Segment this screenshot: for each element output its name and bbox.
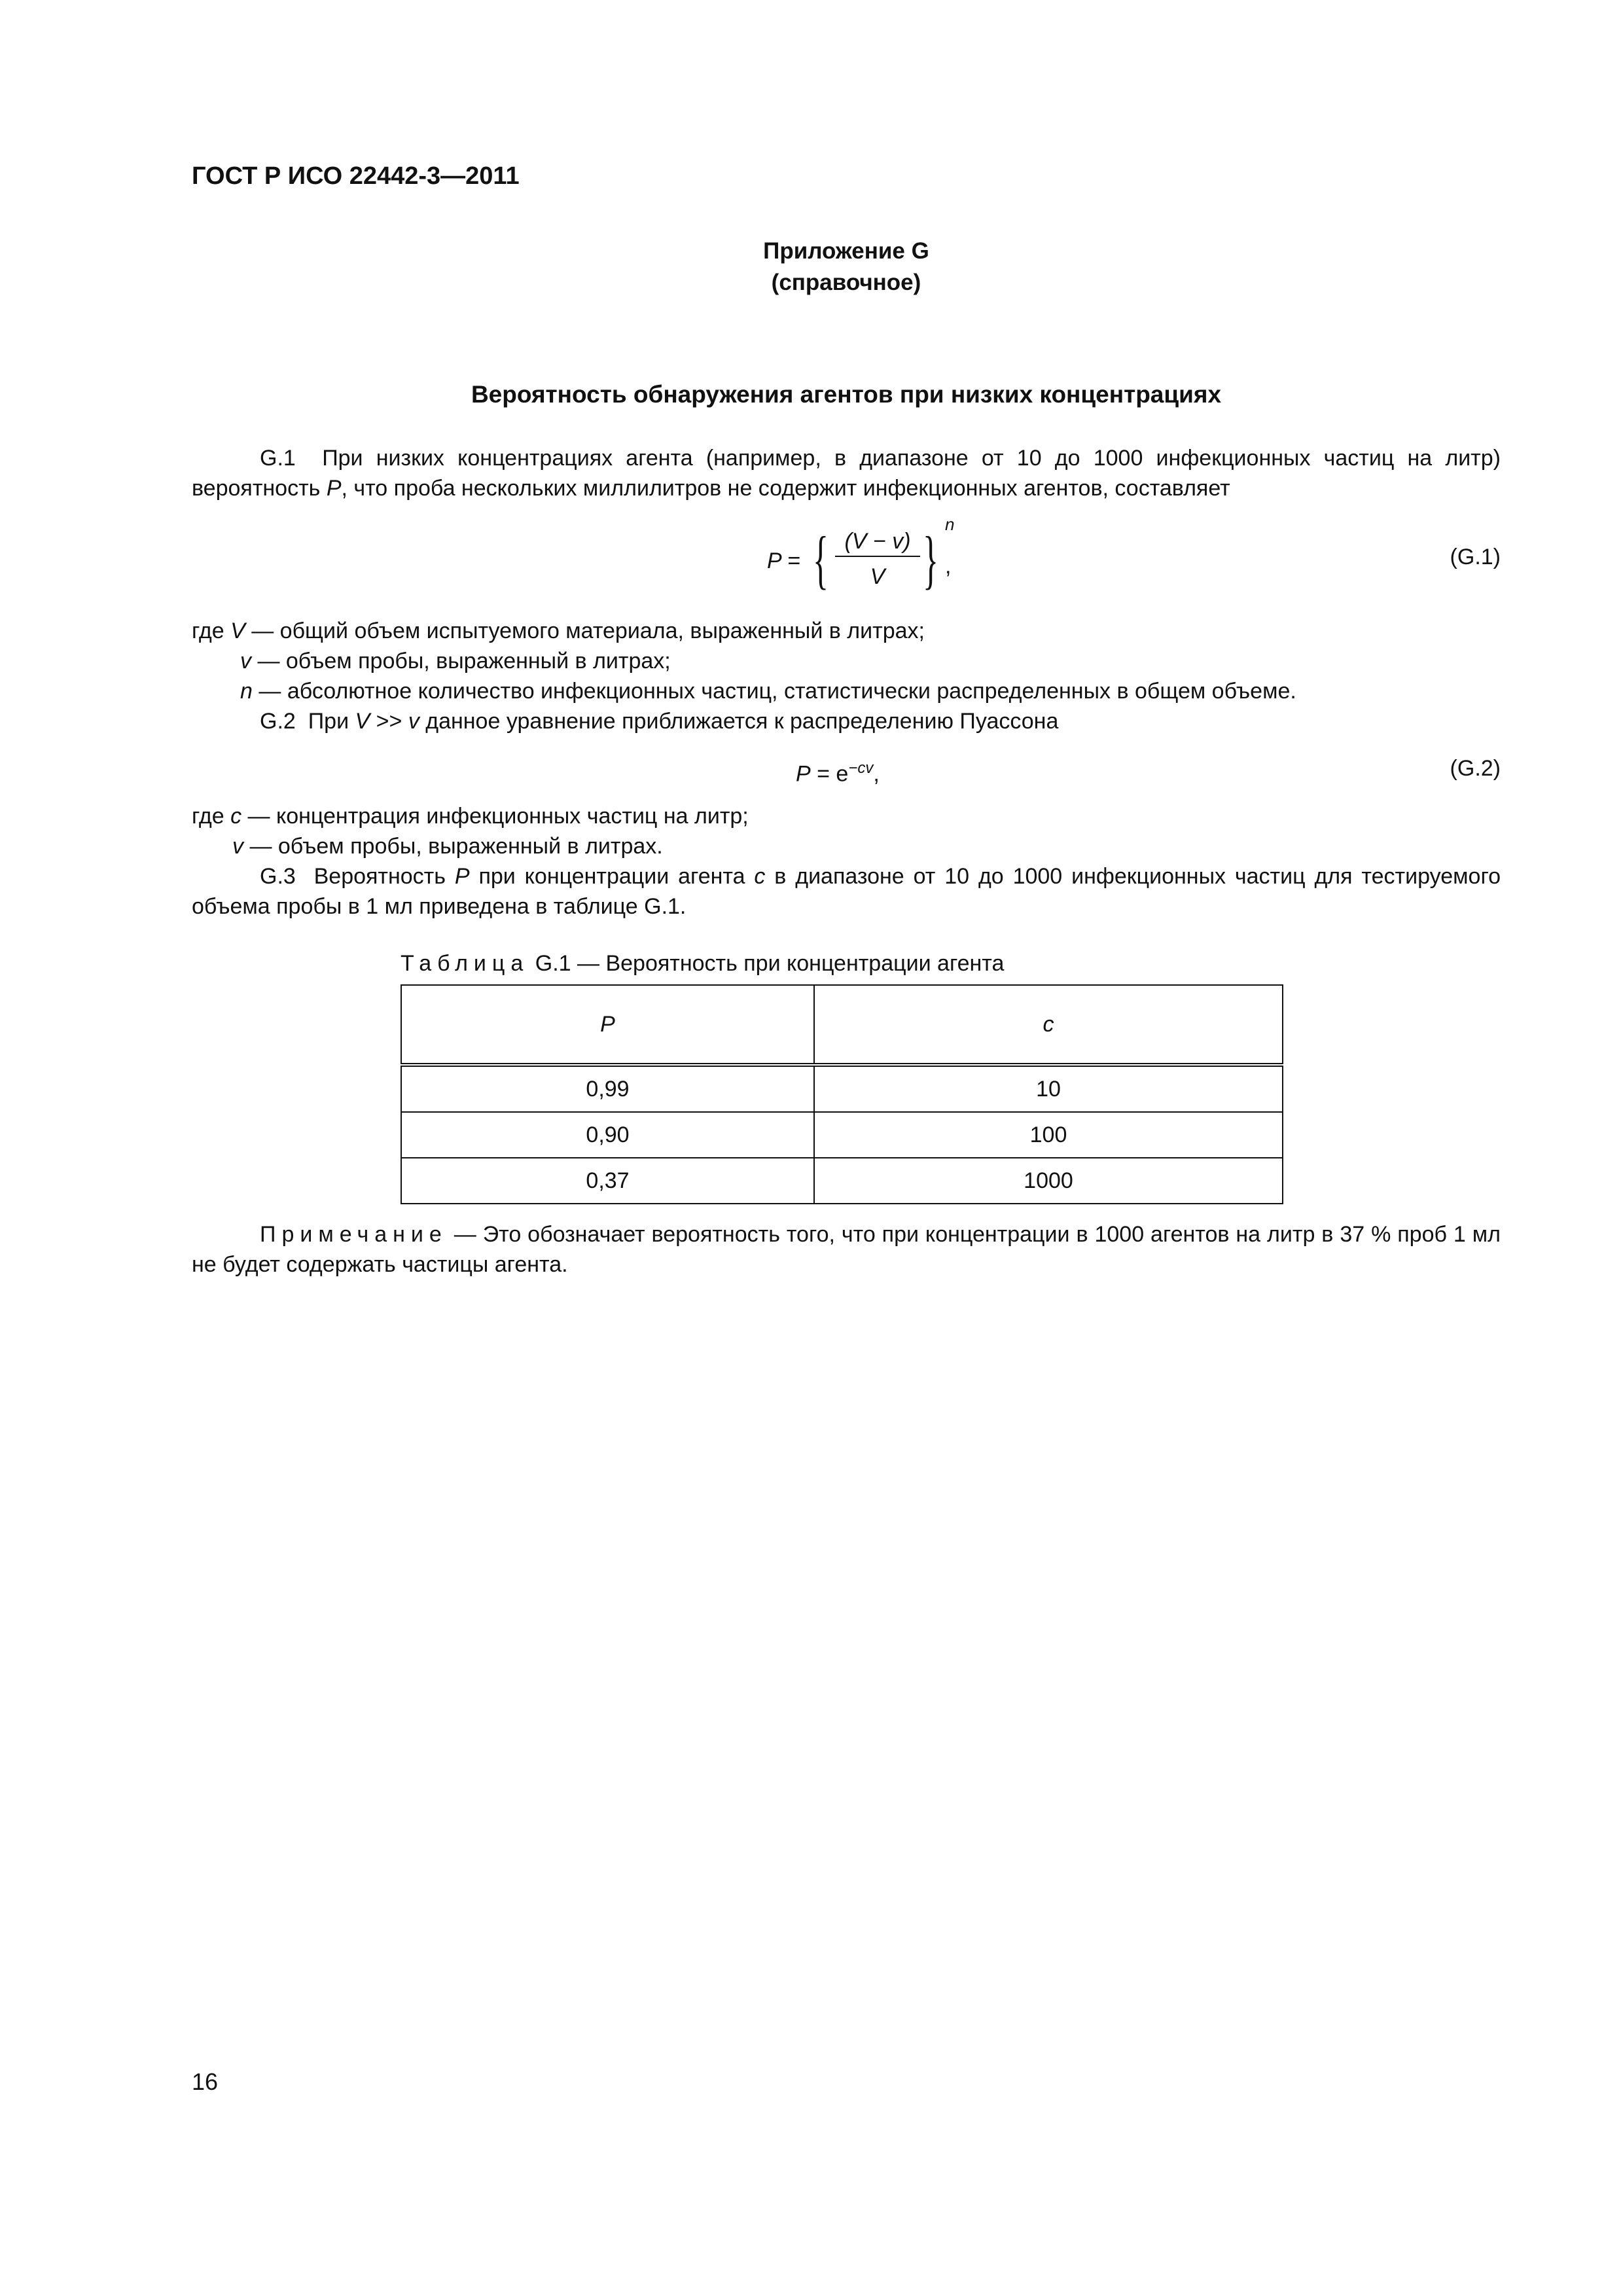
g1-var-p: P bbox=[326, 476, 342, 501]
formula-g1-exponent: n bbox=[945, 514, 955, 534]
formula-g1-lhs: P = bbox=[767, 548, 800, 573]
table-header-row bbox=[401, 985, 1283, 1065]
where2-item-v: v — объем пробы, выраженный в литрах. bbox=[232, 834, 663, 859]
where1-item-n: n — абсолютное количество инфекционных частиц, статистически распределенных в общем объеме. bbox=[240, 679, 1296, 704]
annex-title: Приложение G bbox=[763, 238, 929, 264]
formula-g1-right-brace: } bbox=[923, 523, 938, 596]
table-row bbox=[401, 1065, 1283, 1112]
table-header-p: P bbox=[401, 985, 814, 1065]
table-cell-c: 10 bbox=[814, 1065, 1283, 1112]
note-text: — Это обозначает вероятность того, что при концентрации в 1000 агентов на литр в 37 % проб 1 мл не будет содержать частицы агента. bbox=[192, 1222, 1501, 1277]
paragraph-g2: G.2 При V >> v данное уравнение приближается к распределению Пуассона bbox=[260, 709, 1059, 734]
table-g1 bbox=[401, 984, 1283, 1204]
table-header-c: c bbox=[814, 985, 1283, 1065]
document-header: ГОСТ Р ИСО 22442-3—2011 bbox=[192, 162, 520, 190]
table-cell-c: 1000 bbox=[814, 1158, 1283, 1204]
formula-g1-number: (G.1) bbox=[1450, 545, 1501, 569]
note-label: Примечание bbox=[260, 1222, 448, 1247]
paragraph-g3: G.3 Вероятность P при концентрации агента c в диапазоне от 10 до 1000 инфекционных частиц для тестируемого объема пробы в 1 мл приведена в таблице G.1. bbox=[192, 864, 1501, 919]
table-cell-p: 0,90 bbox=[401, 1112, 814, 1158]
table-row bbox=[401, 1112, 1283, 1158]
formula-g1-left-brace: { bbox=[813, 523, 829, 596]
formula-g1-denominator: V bbox=[870, 564, 885, 589]
g1-label: G.1 bbox=[260, 446, 296, 471]
paragraph-g1 bbox=[192, 443, 1501, 503]
page-number: 16 bbox=[192, 2068, 219, 2095]
note bbox=[192, 1219, 1501, 1280]
where1-item-v-sample: v — объем пробы, выраженный в литрах; bbox=[240, 649, 671, 673]
formula-g1-numerator: (V − v) bbox=[835, 529, 920, 557]
table-cell-p: 0,99 bbox=[401, 1065, 814, 1112]
table-cell-p: 0,37 bbox=[401, 1158, 814, 1204]
formula-g2: $P = e^{-cv}$, bbox=[796, 759, 880, 787]
table-row bbox=[401, 1158, 1283, 1204]
where1-item-v-total: где V — общий объем испытуемого материала, выраженный в литрах; bbox=[192, 619, 925, 643]
formula-g1 bbox=[767, 514, 955, 601]
annex-type: (справочное) bbox=[771, 270, 921, 295]
formula-g2-number: (G.2) bbox=[1450, 756, 1501, 781]
where2-item-c: где c — концентрация инфекционных частиц на литр; bbox=[192, 804, 749, 829]
g1-text-1: При низких концентрациях агента (например, в диапазоне от 10 до 1000 инфекционных частиц на литр) вероятность bbox=[192, 446, 1501, 501]
g1-text-2: , что проба нескольких миллилитров не содержит инфекционных агентов, составляет bbox=[341, 476, 1230, 501]
formula-g1-tail: , bbox=[945, 554, 952, 579]
section-title: Вероятность обнаружения агентов при низких концентрациях bbox=[471, 381, 1222, 408]
table-cell-c: 100 bbox=[814, 1112, 1283, 1158]
table-caption: Таблица G.1 — Вероятность при концентрации агента bbox=[401, 951, 1005, 976]
